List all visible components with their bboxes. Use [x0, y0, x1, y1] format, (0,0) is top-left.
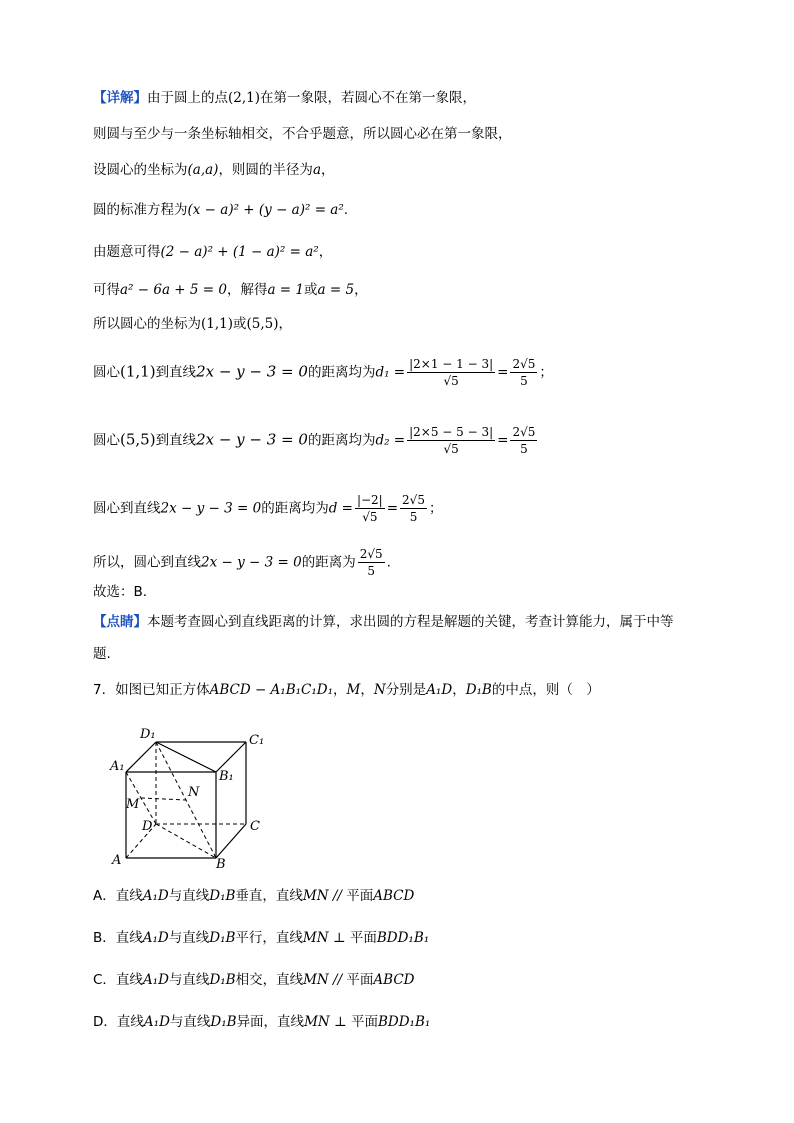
comment-line-2: 题. [93, 646, 111, 662]
solution-line-1: 【详解】由于圆上的点(2,1)在第一象限，若圆心不在第一象限， [93, 90, 477, 106]
label-b1: B₁ [219, 769, 234, 784]
option-d[interactable]: D．直线A₁D与直线D₁B异面，直线MN ⊥ 平面BDD₁B₁ [93, 1014, 431, 1030]
solution-line-5: 由题意可得(2 − a)² + (1 − a)² = a²， [93, 244, 333, 260]
solution-line-8: 圆心(1,1)到直线2x − y − 3 = 0的距离均为d₁ = $\frac{|2\times 1 - 1 - 3|}{√5}$ = $\frac{2√5}{5}$ ； [93, 357, 553, 388]
fraction: $\frac{|2\times 5 - 5 - 3|}{√5}$ [409, 425, 494, 456]
hidden-edge-d-b [156, 824, 216, 858]
edge-a1-d1 [126, 742, 156, 772]
comment-tag: 【点睛】 [93, 614, 147, 630]
label-b: B [216, 857, 226, 870]
label-d: D [142, 819, 153, 834]
fraction: $\frac{2√5}{5}$ [359, 547, 383, 578]
fraction: $\frac{2√5}{5}$ [512, 425, 536, 456]
option-a[interactable]: A．直线A₁D与直线D₁B垂直，直线MN // 平面ABCD [93, 888, 415, 904]
solution-line-7: 所以圆心的坐标为(1,1)或(5,5)， [93, 316, 293, 332]
detail-tag: 【详解】 [93, 90, 147, 106]
solution-line-11: 所以，圆心到直线2x − y − 3 = 0的距离为 $\frac{2√5}{5}$ . [93, 547, 391, 578]
label-c: C [250, 819, 260, 834]
solution-line-10: 圆心到直线2x − y − 3 = 0的距离均为d = $\frac{|-2|}{√5}$ = $\frac{2√5}{5}$ ； [93, 493, 443, 524]
hidden-edge-m-n [141, 798, 186, 800]
solution-line-3: 设圆心的坐标为(a,a)，则圆的半径为a， [93, 162, 335, 178]
option-c[interactable]: C．直线A₁D与直线D₁B相交，直线MN // 平面ABCD [93, 972, 415, 988]
label-a1: A₁ [110, 759, 125, 774]
edge-b-c [216, 824, 246, 858]
option-b[interactable]: B．直线A₁D与直线D₁B平行，直线MN ⊥ 平面BDD₁B₁ [93, 930, 430, 946]
fraction: $\frac{|-2|}{√5}$ [356, 493, 383, 524]
edge-d1-b1 [156, 742, 216, 772]
fraction: $\frac{2√5}{5}$ [512, 357, 536, 388]
label-c1: C₁ [249, 733, 265, 748]
solution-line-9: 圆心(5,5)到直线2x − y − 3 = 0的距离均为d₂ = $\frac{|2\times 5 - 5 - 3|}{√5}$ = $\frac{2√5}{5}$ [93, 425, 536, 456]
label-m: M [126, 797, 140, 812]
solution-line-2: 则圆与至少与一条坐标轴相交，不合乎题意，所以圆心必在第一象限， [93, 126, 512, 142]
question-stem: 7．如图已知正方体ABCD − A₁B₁C₁D₁，M，N分别是A₁D，D₁B的中点，则（ ） [93, 682, 600, 698]
fraction: $\frac{|2\times 1 - 1 - 3|}{√5}$ [409, 357, 494, 388]
label-d1: D₁ [140, 727, 156, 742]
cube-figure [108, 720, 278, 870]
fraction: $\frac{2√5}{5}$ [402, 493, 425, 524]
label-a: A [112, 853, 122, 868]
solution-line-6: 可得a² − 6a + 5 = 0，解得a = 1或a = 5， [93, 282, 368, 298]
answer-line: 故选：B. [93, 584, 148, 600]
edge-b1-c1 [216, 742, 246, 772]
solution-line-4: 圆的标准方程为(x − a)² + (y − a)² = a². [93, 202, 349, 218]
label-n: N [188, 785, 200, 800]
comment-line-1: 【点睛】本题考查圆心到直线距离的计算，求出圆的方程是解题的关键，考查计算能力，属于中等 [93, 614, 674, 630]
